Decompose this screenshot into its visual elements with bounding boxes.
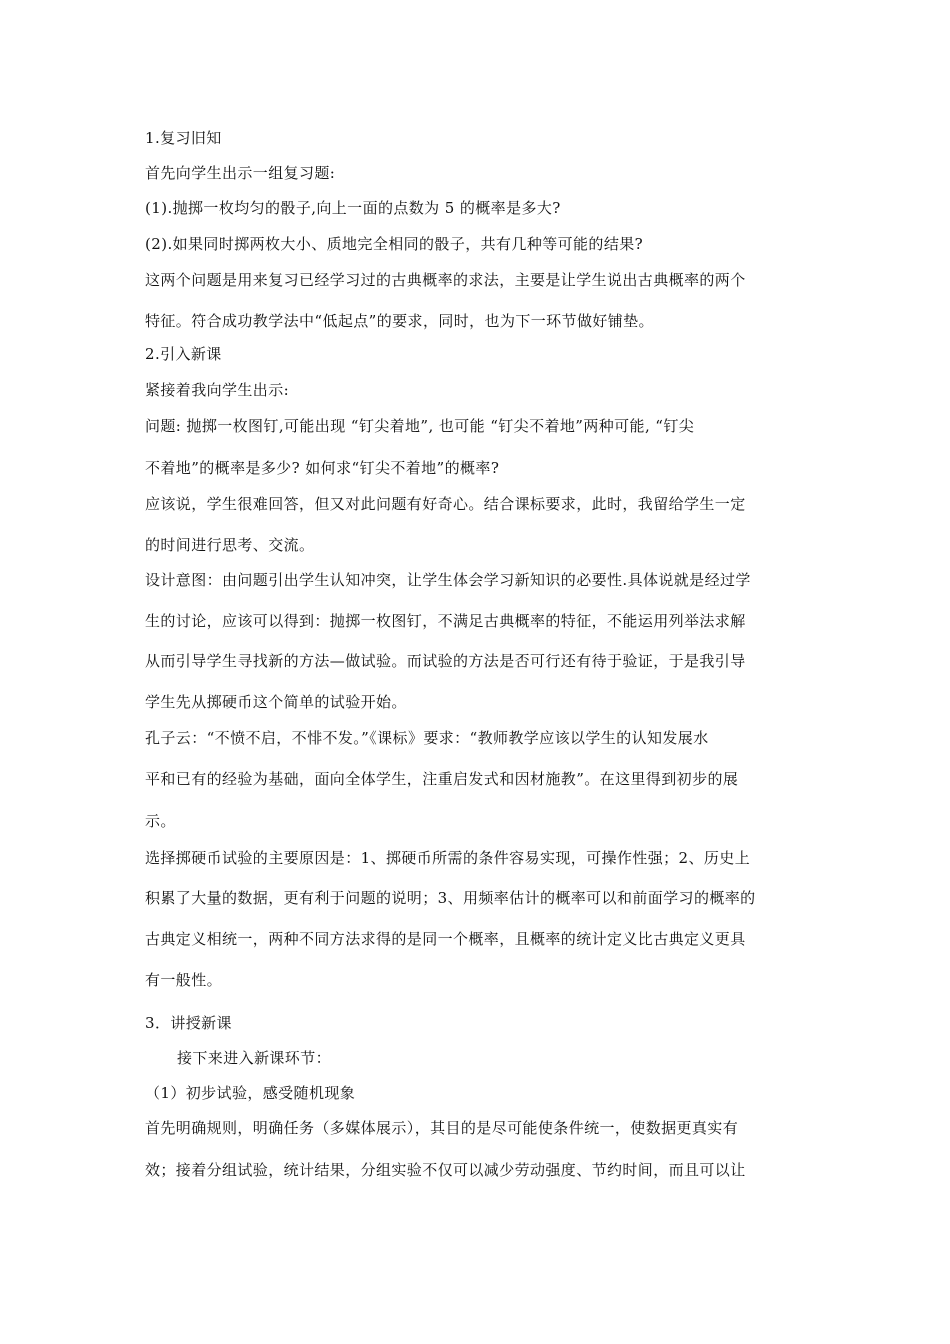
paragraph-line: 问题: 抛掷一枚图钉,可能出现 “钉尖着地”, 也可能 “钉尖不着地”两种可能, “钉尖	[145, 417, 695, 435]
paragraph-line: 首先向学生出示一组复习题:	[145, 164, 336, 182]
paragraph-line: 有一般性。	[145, 971, 223, 989]
paragraph-line: 从而引导学生寻找新的方法—做试验。而试验的方法是否可行还有待于验证，于是我引导	[145, 652, 746, 670]
paragraph-line: 古典定义相统一，两种不同方法求得的是同一个概率，且概率的统计定义比古典定义更具	[145, 930, 746, 948]
paragraph-line: 效；接着分组试验，统计结果，分组实验不仅可以减少劳动强度、节约时间，而且可以让	[145, 1161, 746, 1179]
paragraph-line: 孔子云：“不愤不启，不悱不发。”《课标》要求：“教师教学应该以学生的认知发展水	[145, 729, 709, 747]
paragraph-line: 示。	[145, 812, 176, 830]
paragraph-line: 这两个问题是用来复习已经学习过的古典概率的求法，主要是让学生说出古典概率的两个	[145, 271, 746, 289]
paragraph-line: 特征。符合成功教学法中“低起点”的要求，同时，也为下一环节做好铺垫。	[145, 312, 654, 330]
paragraph-line: 首先明确规则，明确任务（多媒体展示），其目的是尽可能使条件统一，使数据更真实有	[145, 1119, 739, 1137]
heading-teach-new-lesson: 3．讲授新课	[145, 1014, 232, 1032]
paragraph-line: 设计意图：由问题引出学生认知冲突，让学生体会学习新知识的必要性.具体说就是经过学	[145, 571, 751, 589]
paragraph-line: 的时间进行思考、交流。	[145, 536, 315, 554]
paragraph-line: 接下来进入新课环节：	[177, 1049, 332, 1067]
paragraph-line: 生的讨论，应该可以得到：抛掷一枚图钉，不满足古典概率的特征，不能运用列举法求解	[145, 612, 746, 630]
paragraph-line: 学生先从掷硬币这个简单的试验开始。	[145, 693, 407, 711]
paragraph-line: 应该说，学生很难回答，但又对此问题有好奇心。结合课标要求，此时，我留给学生一定	[145, 495, 746, 513]
subheading-initial-experiment: （1）初步试验，感受随机现象	[145, 1084, 356, 1102]
paragraph-line: (2).如果同时掷两枚大小、质地完全相同的骰子，共有几种等可能的结果?	[145, 235, 644, 253]
heading-review: 1.复习旧知	[145, 129, 222, 147]
paragraph-line: 平和已有的经验为基础，面向全体学生，注重启发式和因材施教”。在这里得到初步的展	[145, 770, 739, 788]
paragraph-line: (1).抛掷一枚均匀的骰子,向上一面的点数为 5 的概率是多大?	[145, 199, 561, 217]
paragraph-line: 紧接着我向学生出示:	[145, 381, 290, 399]
paragraph-line: 选择掷硬币试验的主要原因是：1、掷硬币所需的条件容易实现，可操作性强；2、历史上	[145, 849, 751, 867]
heading-new-lesson-intro: 2.引入新课	[145, 345, 222, 363]
paragraph-line: 积累了大量的数据，更有利于问题的说明；3、用频率估计的概率可以和前面学习的概率的	[145, 889, 756, 907]
paragraph-line: 不着地”的概率是多少? 如何求“钉尖不着地”的概率?	[145, 459, 500, 477]
